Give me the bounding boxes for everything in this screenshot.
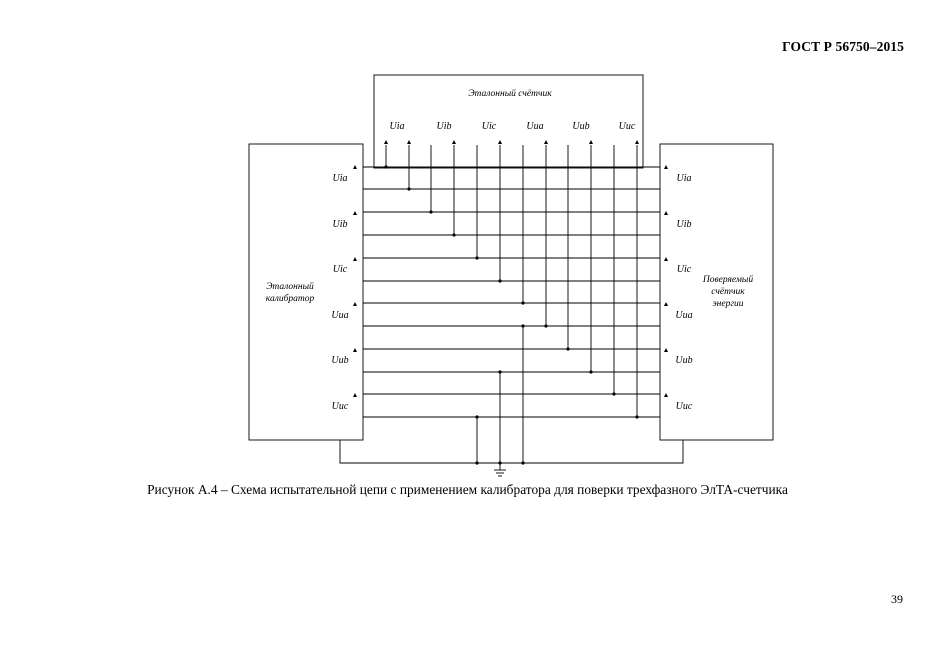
figure-caption: Рисунок А.4 – Схема испытательной цепи с применением калибратора для поверки трехфазного ЭлТА-счетчика	[147, 482, 788, 497]
standard-designation: ГОСТ Р 56750–2015	[782, 39, 904, 54]
terminal-label: Uib	[436, 121, 452, 132]
meter-under-test-title-line1: Поверяемый	[702, 275, 754, 285]
terminal-label: Uia	[332, 173, 348, 184]
horizontal-wires	[363, 167, 660, 417]
terminal-label: Uia	[389, 121, 405, 132]
page-number: 39	[891, 592, 903, 606]
bottom-return-wire	[340, 440, 683, 463]
terminal-label: Uia	[676, 173, 692, 184]
vertical-wires	[386, 145, 637, 463]
terminal-label: Uib	[676, 219, 692, 230]
terminal-label: Uuc	[675, 401, 693, 412]
terminal-label: Uic	[332, 264, 348, 275]
reference-calibrator-box	[249, 144, 363, 440]
terminal-label: Uic	[676, 264, 692, 275]
terminal-label: Uub	[331, 355, 349, 366]
meter-under-test-title-line2: счётчик	[711, 287, 745, 297]
terminal-label: Uub	[675, 355, 693, 366]
terminal-label: Uua	[526, 121, 544, 132]
terminal-label: Uuc	[331, 401, 349, 412]
ground-symbol	[494, 463, 506, 476]
terminal-label: Uuc	[618, 121, 636, 132]
terminal-label: Uua	[675, 310, 693, 321]
meter-under-test-title-line3: энергии	[712, 299, 744, 309]
junction-dots	[384, 165, 638, 464]
reference-meter-title: Эталонный счётчик	[468, 89, 552, 99]
terminal-label: Uib	[332, 219, 348, 230]
terminal-label: Uic	[481, 121, 497, 132]
terminal-label: Uua	[331, 310, 349, 321]
terminal-label: Uub	[572, 121, 590, 132]
calibrator-title-line2: калибратор	[265, 294, 315, 304]
calibrator-title-line1: Эталонный	[266, 282, 314, 292]
